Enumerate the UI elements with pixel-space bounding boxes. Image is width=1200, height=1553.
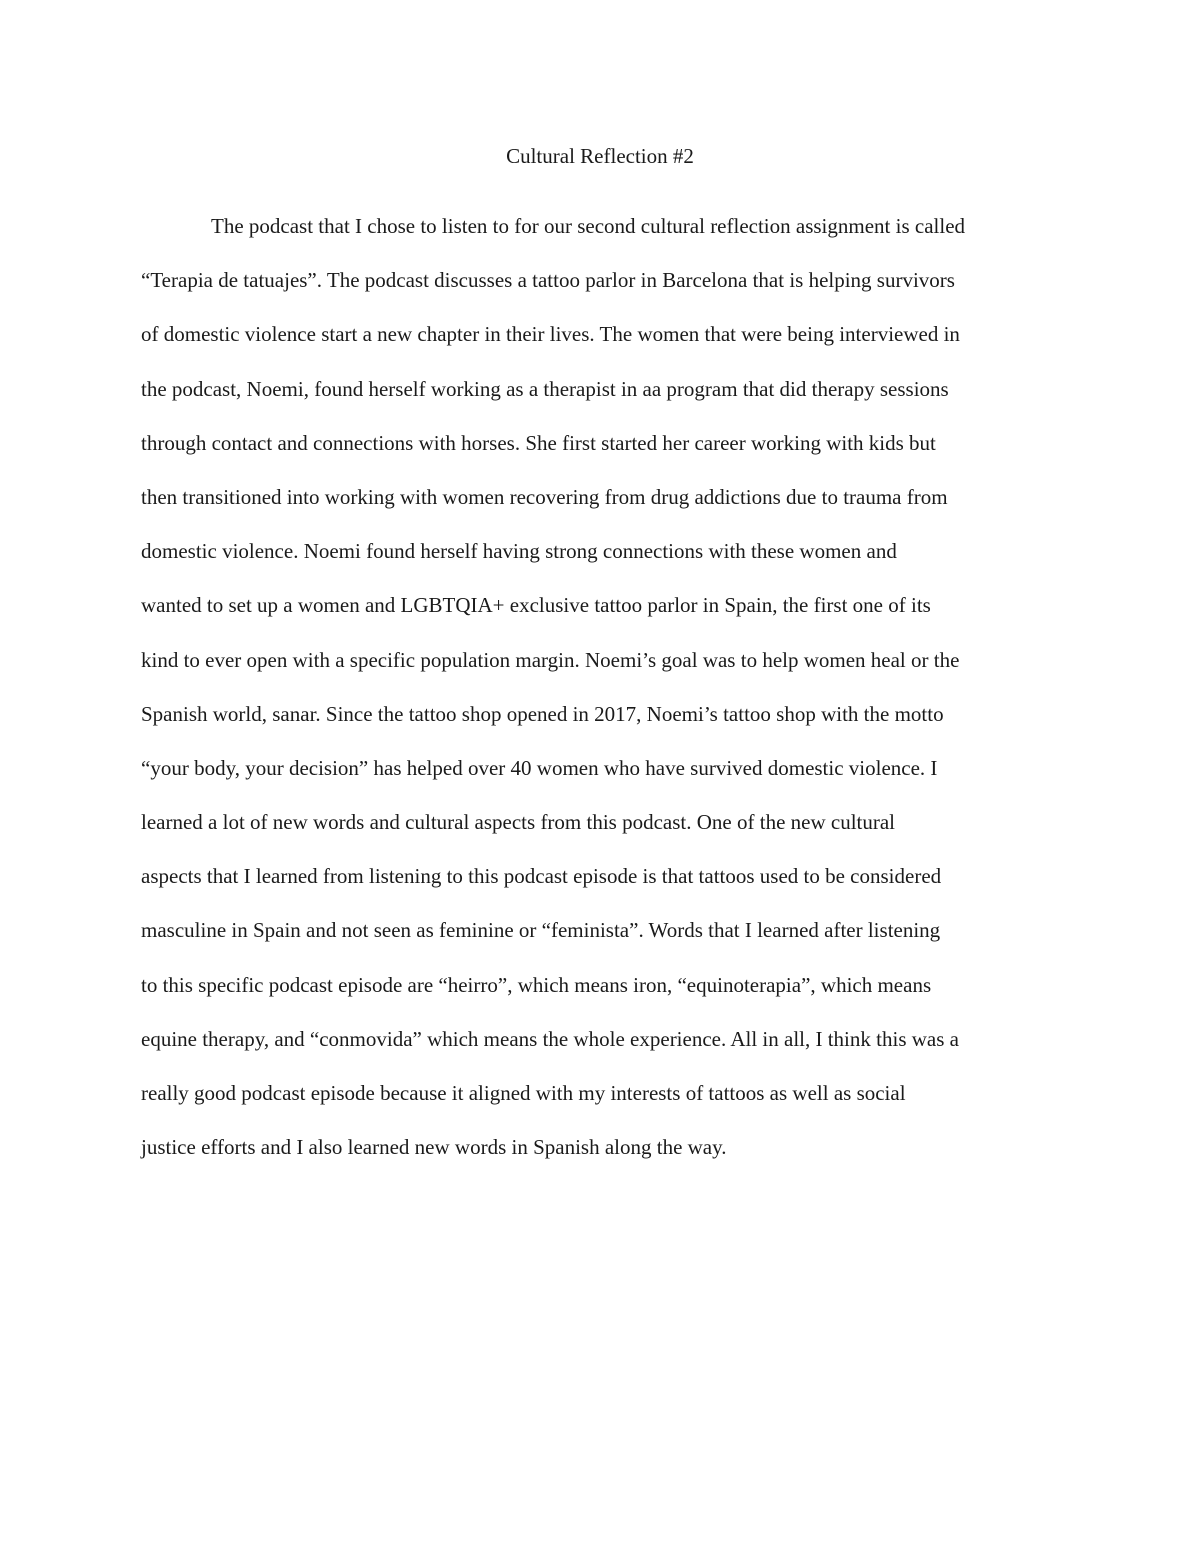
paragraph-line: to this specific podcast episode are “heirro”, which means iron, “equinoterapia”, which means bbox=[141, 972, 932, 997]
paragraph-line: The podcast that I chose to listen to for our second cultural reflection assignment is called bbox=[211, 214, 966, 238]
paragraph-line: really good podcast episode because it aligned with my interests of tattoos as well as social bbox=[141, 1081, 906, 1105]
paragraph-line: learned a lot of new words and cultural aspects from this podcast. One of the new cultural bbox=[141, 810, 896, 835]
essay-paragraph bbox=[141, 212, 1061, 1187]
paragraph-line: the podcast, Noemi, found herself working as a therapist in aa program that did therapy sessions bbox=[141, 376, 949, 401]
paragraph-line: aspects that I learned from listening to this podcast episode is that tattoos used to be considered bbox=[141, 864, 942, 889]
paragraph-line: masculine in Spain and not seen as feminine or “feminista”. Words that I learned after listening bbox=[141, 918, 941, 943]
paragraph-line: “your body, your decision” has helped over 40 women who have survived domestic violence. I bbox=[141, 755, 938, 780]
paragraph-line: “Terapia de tatuajes”. The podcast discusses a tattoo parlor in Barcelona that is helping survivors bbox=[141, 268, 955, 293]
paragraph-line: of domestic violence start a new chapter in their lives. The women that were being interviewed in bbox=[141, 322, 960, 347]
paragraph-line: then transitioned into working with women recovering from drug addictions due to trauma from bbox=[141, 484, 948, 509]
paragraph-line: through contact and connections with horses. She first started her career working with kids but bbox=[141, 430, 936, 455]
paragraph-line: domestic violence. Noemi found herself having strong connections with these women and bbox=[141, 539, 897, 564]
paragraph-line: wanted to set up a women and LGBTQIA+ exclusive tattoo parlor in Spain, the first one of its bbox=[141, 593, 931, 618]
paragraph-line: kind to ever open with a specific population margin. Noemi’s goal was to help women heal or the bbox=[141, 647, 960, 672]
paragraph-line: Spanish world, sanar. Since the tattoo shop opened in 2017, Noemi’s tattoo shop with the motto bbox=[141, 701, 944, 726]
document-title: Cultural Reflection #2 bbox=[506, 144, 694, 168]
paragraph-line: justice efforts and I also learned new words in Spanish along the way. bbox=[141, 1135, 727, 1160]
paragraph-line: equine therapy, and “conmovida” which means the whole experience. All in all, I think this was a bbox=[141, 1026, 959, 1051]
